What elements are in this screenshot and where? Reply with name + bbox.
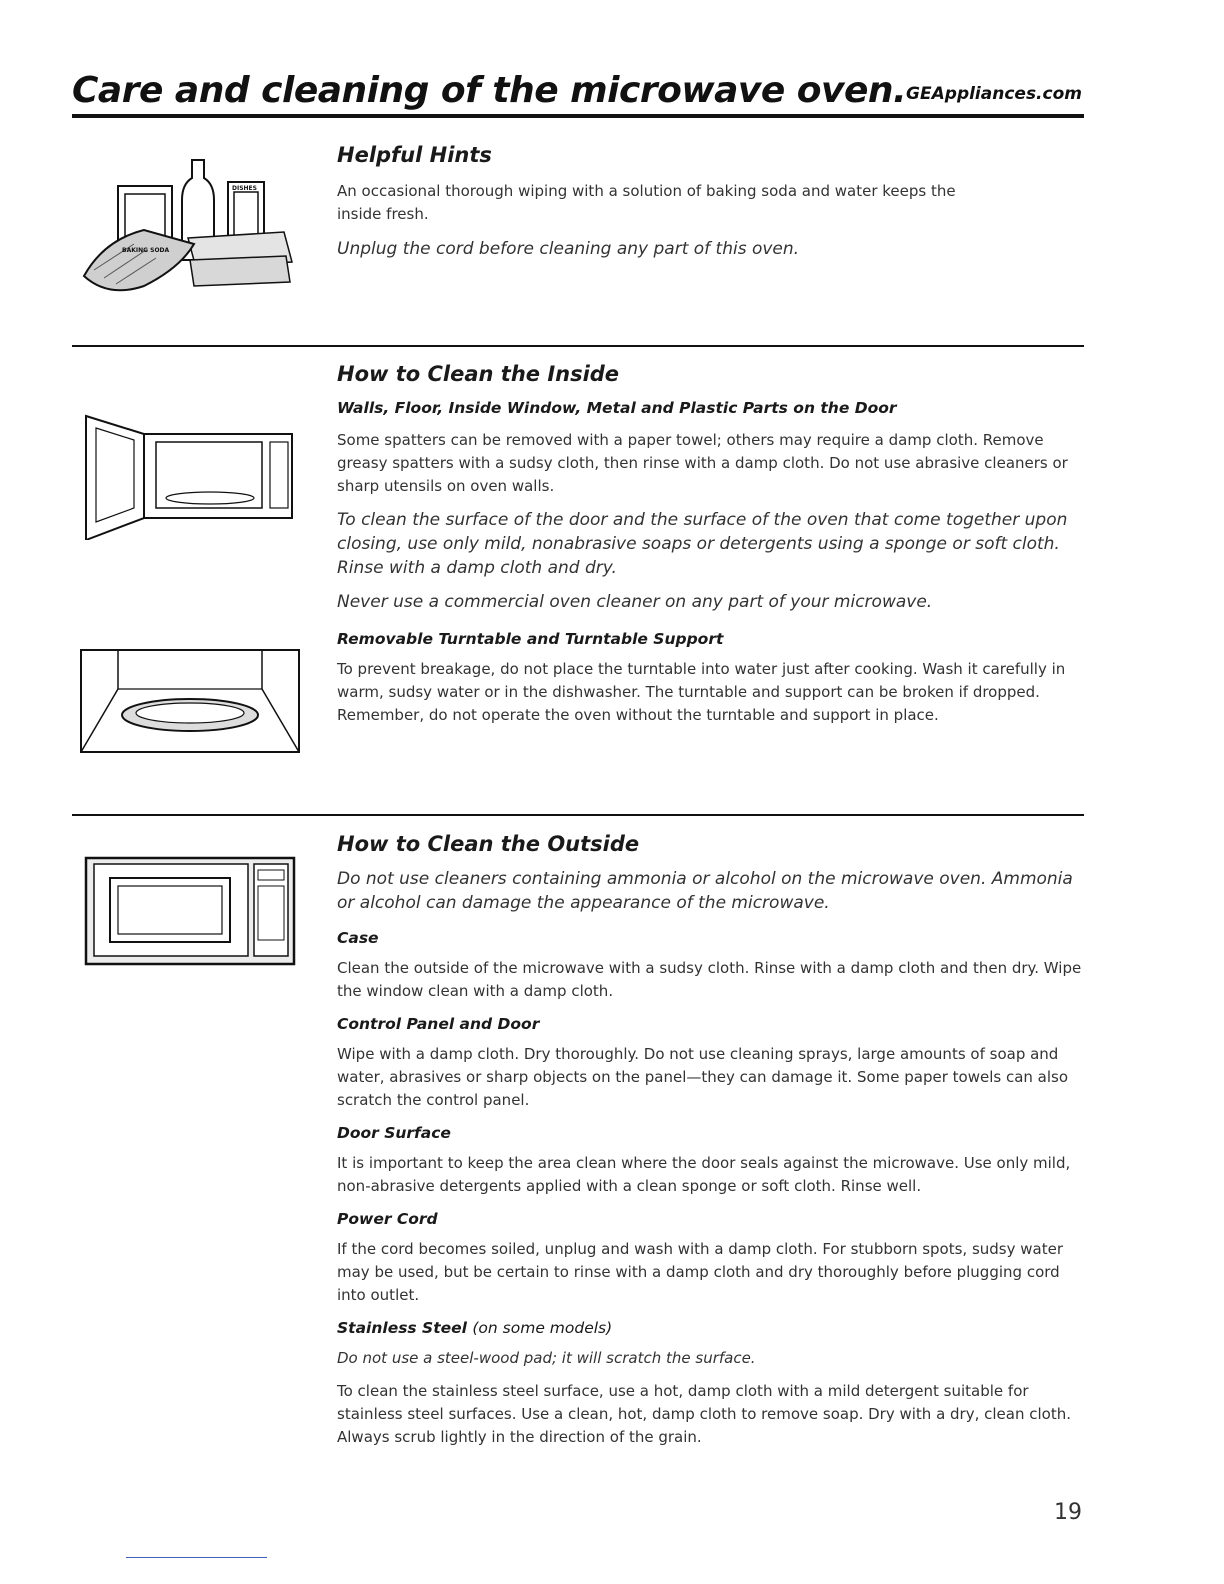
clean-outside-heading: How to Clean the Outside (337, 832, 640, 856)
power-cord-text: If the cord becomes soiled, unplug and wash with a damp cloth. For stubborn spots, sudsy water may be used, but be certain to rinse with a damp cloth and dry thoroughly before plugging cord into outlet. (337, 1240, 1063, 1304)
door-surface-text: It is important to keep the area clean where the door seals against the microwave. Use only mild, non-abrasive detergents applied with a clean sponge or soft cloth. Rinse well. (337, 1154, 1071, 1195)
turntable-illustration (80, 649, 302, 755)
stainless-steel-heading (337, 1317, 1085, 1339)
open-door-microwave-illustration (84, 412, 296, 540)
clean-outside-section (337, 831, 1085, 1449)
ammonia-warning: Do not use cleaners containing ammonia or alcohol on the microwave oven. Ammonia or alcohol can damage the appearance of the microwave. (337, 869, 1073, 913)
baking-soda-box-label: BAKING SODA (122, 247, 170, 254)
unplug-warning: Unplug the cord before cleaning any part of this oven. (337, 239, 800, 259)
walls-floor-heading: Walls, Floor, Inside Window, Metal and Plastic Parts on the Door (337, 399, 897, 417)
turntable-text: To prevent breakage, do not place the turntable into water just after cooking. Wash it carefully in warm, sudsy water or in the dishwasher. The turntable and support can be broken if dropped. Remember, do not operate the oven without the turntable and support in place. (337, 660, 1066, 724)
section-divider (72, 814, 1084, 816)
site-url: GEAppliances.com (906, 84, 1082, 104)
stainless-steel-title: Stainless Steel (337, 1319, 467, 1337)
stainless-steel-note: (on some models) (472, 1319, 613, 1337)
control-panel-text: Wipe with a damp cloth. Dry thoroughly. Do not use cleaning sprays, large amounts of soap and water, abrasives or sharp objects on the panel—they can damage it. Some paper towels can also scratch the control panel. (337, 1045, 1069, 1109)
stainless-steel-text: To clean the stainless steel surface, use a hot, damp cloth with a mild detergent suitable for stainless steel surfaces. Use a clean, hot, damp cloth to remove soap. Dry with a dry, clean cloth. Always scrub lightly in the direction of the grain. (337, 1382, 1071, 1446)
control-panel-heading: Control Panel and Door (337, 1015, 540, 1033)
dish-soap-label: DISHES (232, 185, 257, 192)
clean-inside-heading: How to Clean the Inside (337, 362, 620, 386)
walls-floor-text: Some spatters can be removed with a paper towel; others may require a damp cloth. Remove greasy spatters with a sudsy cloth, then rinse with a damp cloth. Do not use abrasive cleaners or sharp utensils on oven walls. (337, 431, 1068, 495)
page-title: Care and cleaning of the microwave oven. (72, 70, 907, 111)
helpful-hints-section (337, 142, 1085, 261)
footer-link-line (126, 1557, 267, 1558)
oven-cleaner-warning: Never use a commercial oven cleaner on any part of your microwave. (337, 592, 933, 612)
cleaning-supplies-illustration (78, 148, 300, 300)
door-surface-heading: Door Surface (337, 1124, 451, 1142)
page-number: 19 (1054, 1500, 1082, 1525)
closed-microwave-illustration (84, 856, 296, 968)
helpful-hints-text: An occasional thorough wiping with a solution of baking soda and water keeps the inside fresh. (337, 182, 956, 223)
steel-wool-warning: Do not use a steel-wood pad; it will scratch the surface. (337, 1349, 756, 1367)
case-heading: Case (337, 929, 379, 947)
helpful-hints-heading: Helpful Hints (337, 143, 492, 167)
door-surface-tip: To clean the surface of the door and the surface of the oven that come together upon closing, use only mild, nonabrasive soaps or detergents using a sponge or soft cloth. Rinse with a damp cloth and dry. (337, 510, 1068, 578)
header-rule (72, 114, 1084, 118)
case-text: Clean the outside of the microwave with a sudsy cloth. Rinse with a damp cloth and then dry. Wipe the window clean with a damp cloth. (337, 959, 1082, 1000)
turntable-heading: Removable Turntable and Turntable Support (337, 630, 724, 648)
section-divider (72, 345, 1084, 347)
power-cord-heading: Power Cord (337, 1210, 438, 1228)
clean-inside-section (337, 361, 1085, 727)
